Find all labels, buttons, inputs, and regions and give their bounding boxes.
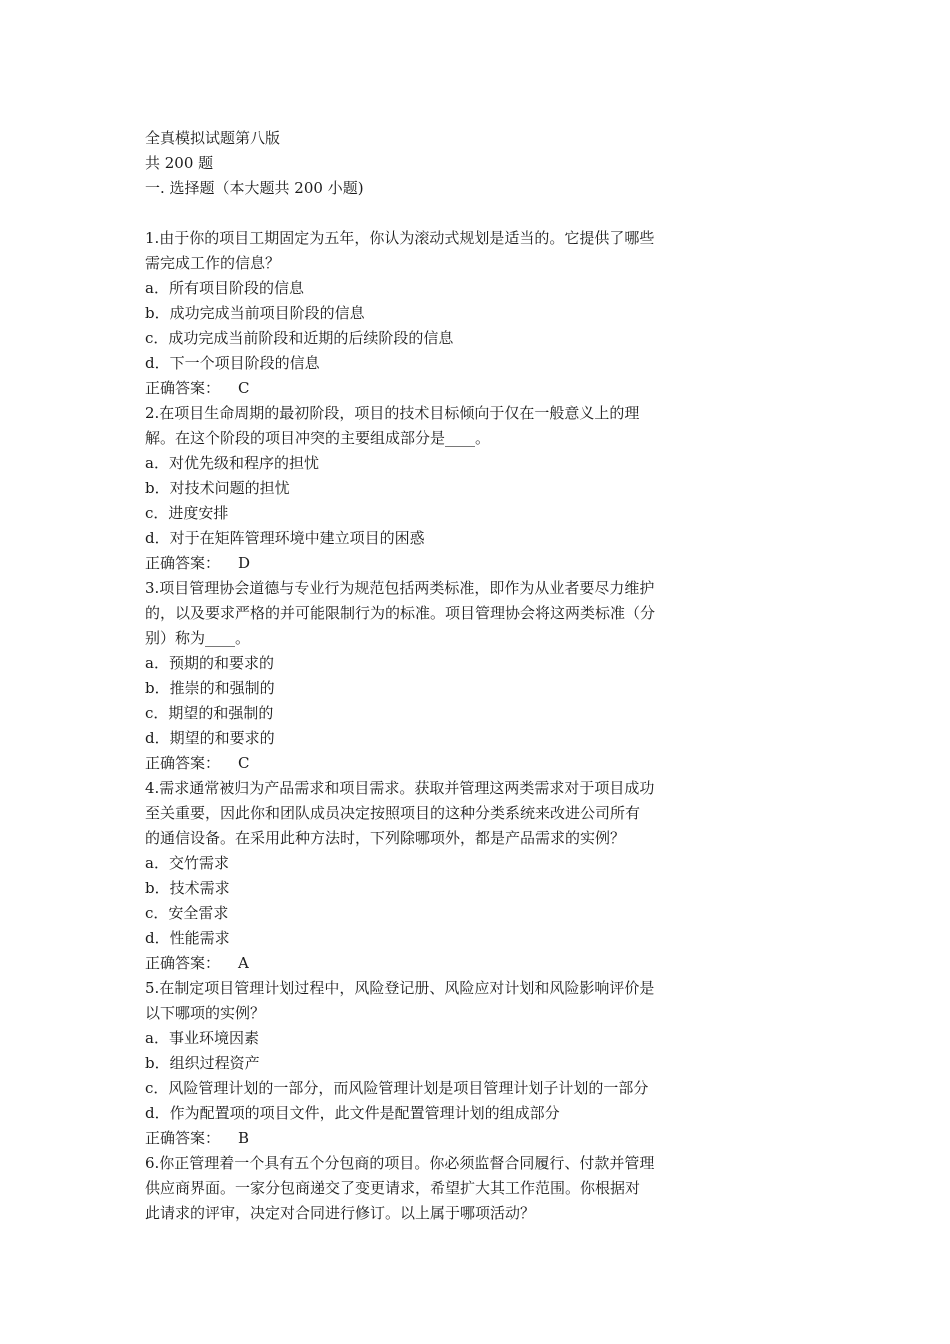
question-text-line: 供应商界面。一家分包商递交了变更请求，希望扩大其工作范围。你根据对 [145, 1179, 641, 1197]
answer-option: d．期望的和要求的 [145, 729, 275, 747]
answer-option: c．期望的和强制的 [145, 704, 274, 722]
answer-option: d．性能需求 [145, 929, 230, 947]
answer-option: a．交竹需求 [145, 854, 229, 872]
question-text-line: 解。在这个阶段的项目冲突的主要组成部分是____。 [145, 429, 491, 447]
correct-answer-label: 正确答案： [145, 379, 221, 397]
correct-answer-value: A [238, 954, 249, 972]
question-text-line: 6.你正管理着一个具有五个分包商的项目。你必须监督合同履行、付款并管理 [145, 1154, 655, 1172]
answer-option: d．下一个项目阶段的信息 [145, 354, 320, 372]
question-item [145, 776, 765, 976]
correct-answer-label: 正确答案： [145, 1129, 221, 1147]
question-text-line: 的，以及要求严格的并可能限制行为的标准。项目管理协会将这两类标准（分 [145, 604, 656, 622]
question-item [145, 226, 765, 401]
question-text-line: 5.在制定项目管理计划过程中，风险登记册、风险应对计划和风险影响评价是 [145, 979, 655, 997]
question-text-line: 以下哪项的实例？ [145, 1004, 266, 1022]
document-page [145, 126, 765, 1226]
correct-answer-value: B [238, 1129, 250, 1147]
answer-option: b．推崇的和强制的 [145, 679, 275, 697]
answer-option: c．风险管理计划的一部分，而风险管理计划是项目管理计划子计划的一部分 [145, 1079, 649, 1097]
question-text-line: 1.由于你的项目工期固定为五年，你认为滚动式规划是适当的。它提供了哪些 [145, 229, 655, 247]
section-heading: 一. 选择题（本大题共 200 小题) [145, 179, 364, 197]
answer-option: d．对于在矩阵管理环境中建立项目的困惑 [145, 529, 425, 547]
answer-option: b．组织过程资产 [145, 1054, 260, 1072]
question-item [145, 401, 765, 576]
correct-answer [145, 1126, 765, 1151]
correct-answer [145, 376, 765, 401]
question-text-line: 至关重要，因此你和团队成员决定按照项目的这种分类系统来改进公司所有 [145, 804, 641, 822]
answer-option: c．进度安排 [145, 504, 229, 522]
answer-option: b．成功完成当前项目阶段的信息 [145, 304, 365, 322]
correct-answer [145, 551, 765, 576]
correct-answer-label: 正确答案： [145, 754, 221, 772]
correct-answer-label: 正确答案： [145, 554, 221, 572]
answer-option: a．对优先级和程序的担忧 [145, 454, 319, 472]
correct-answer-value: D [238, 554, 251, 572]
answer-option: d．作为配置项的项目文件，此文件是配置管理计划的组成部分 [145, 1104, 560, 1122]
question-item [145, 576, 765, 776]
question-text-line: 此请求的评审，决定对合同进行修订。以上属于哪项活动？ [145, 1204, 536, 1222]
question-list [145, 226, 765, 1226]
answer-option: b．技术需求 [145, 879, 230, 897]
correct-answer [145, 951, 765, 976]
correct-answer-label: 正确答案： [145, 954, 221, 972]
correct-answer [145, 751, 765, 776]
answer-option: a．预期的和要求的 [145, 654, 274, 672]
document-title: 全真模拟试题第八版 [145, 129, 281, 147]
question-item [145, 976, 765, 1151]
answer-option: c．安全雷求 [145, 904, 229, 922]
correct-answer-value: C [238, 754, 250, 772]
question-text-line: 4.需求通常被归为产品需求和项目需求。获取并管理这两类需求对于项目成功 [145, 779, 655, 797]
answer-option: b．对技术问题的担忧 [145, 479, 290, 497]
answer-option: a．所有项目阶段的信息 [145, 279, 304, 297]
question-text-line: 别）称为____。 [145, 629, 251, 647]
question-text-line: 的通信设备。在采用此种方法时，下列除哪项外，都是产品需求的实例？ [145, 829, 626, 847]
answer-option: a．事业环境因素 [145, 1029, 259, 1047]
question-text-line: 需完成工作的信息？ [145, 254, 281, 272]
question-text-line: 2.在项目生命周期的最初阶段，项目的技术目标倾向于仅在一般意义上的理 [145, 404, 640, 422]
question-count: 共 200 题 [145, 154, 214, 172]
answer-option: c．成功完成当前阶段和近期的后续阶段的信息 [145, 329, 454, 347]
question-item [145, 1151, 765, 1226]
correct-answer-value: C [238, 379, 250, 397]
blank-line [145, 201, 765, 226]
question-text-line: 3.项目管理协会道德与专业行为规范包括两类标准，即作为从业者要尽力维护 [145, 579, 655, 597]
